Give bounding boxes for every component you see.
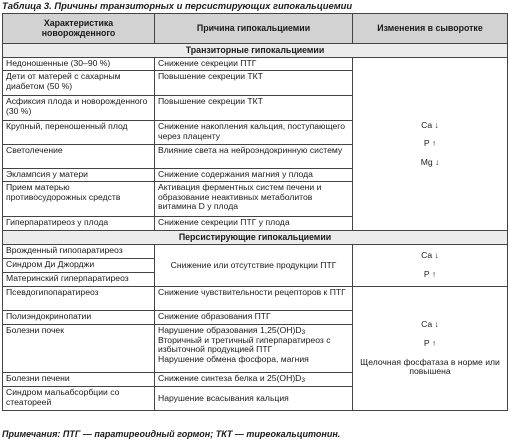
cell-group1-changes <box>353 245 508 287</box>
cell-cause: Снижение содержания магния у плода <box>155 169 353 182</box>
phosphorus-change: P ↑ <box>423 337 437 348</box>
cell-characteristic: Недоношенные (30–90 %) <box>3 58 155 71</box>
table-note: Примечания: ПТГ — паратиреоидный гормон; ТКТ — тиреокальцитонин. <box>2 429 341 439</box>
cell-cause: Повышение секреции ТКТ <box>155 96 353 121</box>
table-row <box>3 58 508 71</box>
header-characteristic: Характеристика новорожденного <box>3 14 155 44</box>
cell-characteristic: Материнский гиперпаратиреоз <box>3 273 155 287</box>
section-persistent: Персистирующие гипокальциемии <box>3 231 508 245</box>
section-transient: Транзиторные гипокальциемии <box>3 44 508 58</box>
cause-line: Вторичный и третичный гиперпаратиреоз с избыточной продукцией ПТГ <box>158 334 331 355</box>
cell-characteristic: Синдром мальабсорбции со стеатореей <box>3 387 155 411</box>
cell-group2-changes <box>353 287 508 411</box>
cell-characteristic: Светолечение <box>3 145 155 169</box>
cell-cause: Повышение секреции ТКТ <box>155 71 353 96</box>
cell-characteristic: Полиэндокринопатии <box>3 311 155 325</box>
cell-cause: Снижение накопления кальция, поступающего через плаценту <box>155 121 353 145</box>
subscript: 3 <box>301 329 306 336</box>
cell-cause: Влияние света на нейроэндокринную систему <box>155 145 353 169</box>
cell-characteristic: Прием матерью противосудорожных средств <box>3 182 155 217</box>
table-row <box>3 245 508 259</box>
cell-characteristic: Гиперпаратиреоз у плода <box>3 217 155 231</box>
table-caption: Таблица 3. Причины транзиторных и персистирующих гипокальциемии <box>2 0 353 11</box>
cell-cause: Снижение образования ПТГ <box>155 311 353 325</box>
cell-characteristic: Синдром Ди Джорджи <box>3 259 155 273</box>
cell-characteristic: Дети от матерей с сахарным диабетом (50 %) <box>3 71 155 96</box>
cell-cause: Активация ферментных систем печени и образование неактивных метаболитов витамина D у плода <box>155 182 353 217</box>
cell-cause: Снижение чувствительности рецепторов к ПТГ <box>155 287 353 311</box>
cell-cause: Снижение секреции ПТГ <box>155 58 353 71</box>
section-row <box>3 231 508 245</box>
cell-cause: Снижение секреции ПТГ у плода <box>155 217 353 231</box>
calcium-change: Ca ↓ <box>421 119 439 130</box>
cell-characteristic: Болезни почек <box>3 325 155 373</box>
cell-characteristic: Врожденный гипопаратиреоз <box>3 245 155 259</box>
cell-characteristic: Эклампсия у матери <box>3 169 155 182</box>
cause-line: Нарушение образования 1,25(OH)D <box>158 325 302 335</box>
header-serum-changes: Изменения в сыворотке <box>353 14 508 44</box>
cell-cause <box>155 373 353 387</box>
cell-characteristic: Болезни печени <box>3 373 155 387</box>
header-row <box>3 14 508 44</box>
calcium-change: Ca ↓ <box>421 250 439 261</box>
table-row <box>3 287 508 311</box>
cause-line: Нарушение обмена фосфора, магния <box>158 353 309 364</box>
header-cause: Причина гипокальциемии <box>155 14 353 44</box>
phosphorus-change: P ↑ <box>423 269 437 279</box>
cell-characteristic: Асфиксия плода и новорожденного (30 %) <box>3 96 155 121</box>
calcium-change: Ca ↓ <box>421 319 439 330</box>
cell-characteristic: Крупный, переношенный плод <box>3 121 155 145</box>
cell-cause <box>155 325 353 373</box>
cell-cause-group1: Снижение или отсутствие продукции ПТГ <box>155 245 353 287</box>
subscript: 3 <box>301 377 306 384</box>
alkaline-phosphatase-note: Щелочная фосфатаза в норме или повышена <box>360 356 500 377</box>
magnesium-change: Mg ↓ <box>420 156 440 167</box>
cause-text: Снижение синтеза белка и 25(OH)D <box>158 373 302 383</box>
phosphorus-change: P ↑ <box>423 138 437 149</box>
cell-characteristic: Псевдогипопаратиреоз <box>3 287 155 311</box>
causes-table <box>2 13 508 411</box>
cell-transient-changes <box>353 58 508 231</box>
cell-cause: Нарушение всасывания кальция <box>155 387 353 411</box>
section-row <box>3 44 508 58</box>
